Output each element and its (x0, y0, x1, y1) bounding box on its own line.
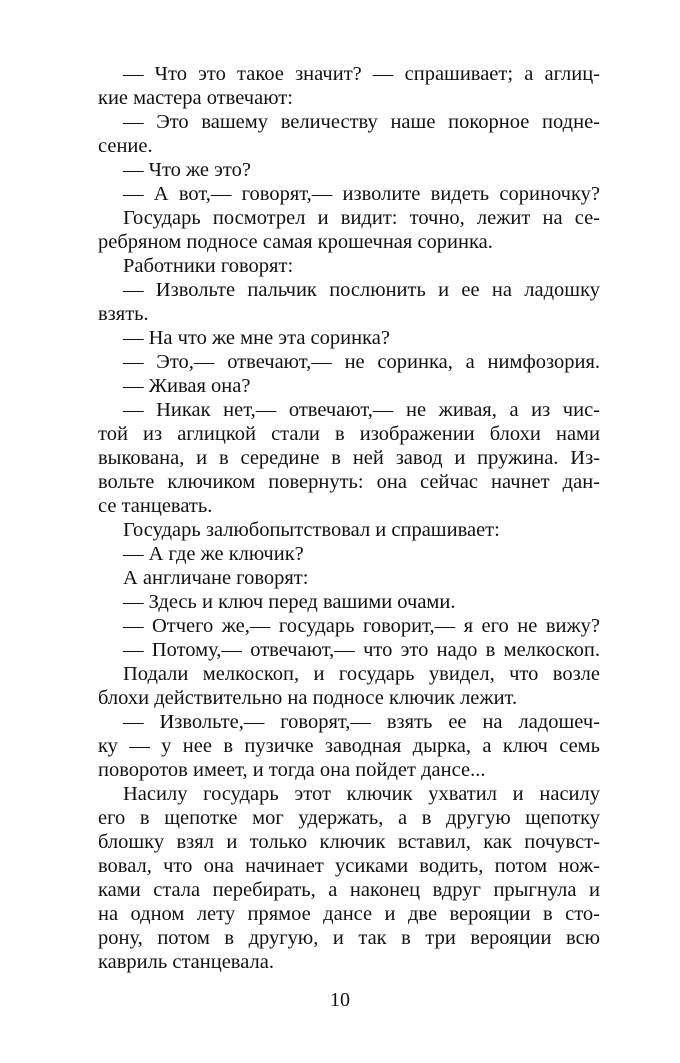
text-line: — Извольте пальчик послюнить и ее на ладошку (123, 279, 600, 301)
text-line: вольте ключиком повернуть: она сейчас начнет дан- (98, 471, 600, 493)
text-line: ками стала перебирать, а наконец вдруг прыгнула и (98, 879, 600, 901)
text-line: Работники говорят: (123, 255, 294, 277)
text-line: се танцевать. (98, 495, 213, 517)
text-line: Подали мелкоскоп, и государь увидел, что возле (123, 663, 600, 685)
text-line: на одном лету прямое дансе и две верояции в сто- (98, 903, 600, 925)
text-line: — А вот,— говорят,— изволите видеть сориночку? (123, 183, 600, 205)
body-text (98, 62, 600, 974)
text-line: — Потому,— отвечают,— что это надо в мелкоскоп. (123, 639, 600, 661)
text-line: — Живая она? (123, 375, 251, 397)
text-line: — Что это такое значит? — спрашивает; а аглиц- (123, 63, 600, 85)
text-line: А англичане говорят: (123, 567, 309, 589)
text-line: — Никак нет,— отвечают,— не живая, а из чис- (123, 399, 600, 421)
text-line: Государь залюбопытствовал и спрашивает: (123, 519, 500, 541)
text-line: кие мастера отвечают: (98, 87, 293, 109)
text-line: его в щепотке мог удержать, а в другую щепотку (98, 807, 600, 829)
text-line: рону, потом в другую, и так в три верояции всю (98, 927, 600, 949)
text-line: — Извольте,— говорят,— взять ее на ладошеч- (123, 711, 600, 733)
text-line: той из аглицкой стали в изображении блохи нами (98, 423, 600, 445)
text-line: поворотов имеет, и тогда она пойдет дансе... (98, 759, 486, 781)
text-line: кавриль станцевала. (98, 951, 274, 973)
text-line: ку — у нее в пузичке заводная дырка, а ключ семь (98, 735, 600, 757)
text-line: взять. (98, 303, 149, 325)
text-line: — На что же мне эта соринка? (123, 327, 390, 349)
text-line: ребряном подносе самая крошечная соринка. (98, 231, 493, 253)
text-line: — Это вашему величеству наше покорное подне- (123, 111, 600, 133)
text-line: — Это,— отвечают,— не соринка, а нимфозория. (123, 351, 600, 373)
text-line: вовал, что она начинает усиками водить, потом нож- (98, 855, 600, 877)
text-line: — Что же это? (123, 159, 251, 181)
page-number: 10 (330, 989, 350, 1011)
text-line: — Здесь и ключ перед вашими очами. (123, 591, 456, 613)
text-line: блохи действительно на подносе ключик лежит. (98, 687, 518, 709)
text-line: выкована, и в середине в ней завод и пружина. Из- (98, 447, 600, 469)
text-line: — Отчего же,— государь говорит,— я его не вижу? (123, 615, 600, 637)
text-line: — А где же ключик? (123, 543, 304, 565)
text-line: сение. (98, 135, 153, 157)
text-line: блошку взял и только ключик вставил, как почувст- (98, 831, 600, 853)
text-line: Государь посмотрел и видит: точно, лежит на се- (123, 207, 600, 229)
text-line: Насилу государь этот ключик ухватил и насилу (123, 783, 600, 805)
